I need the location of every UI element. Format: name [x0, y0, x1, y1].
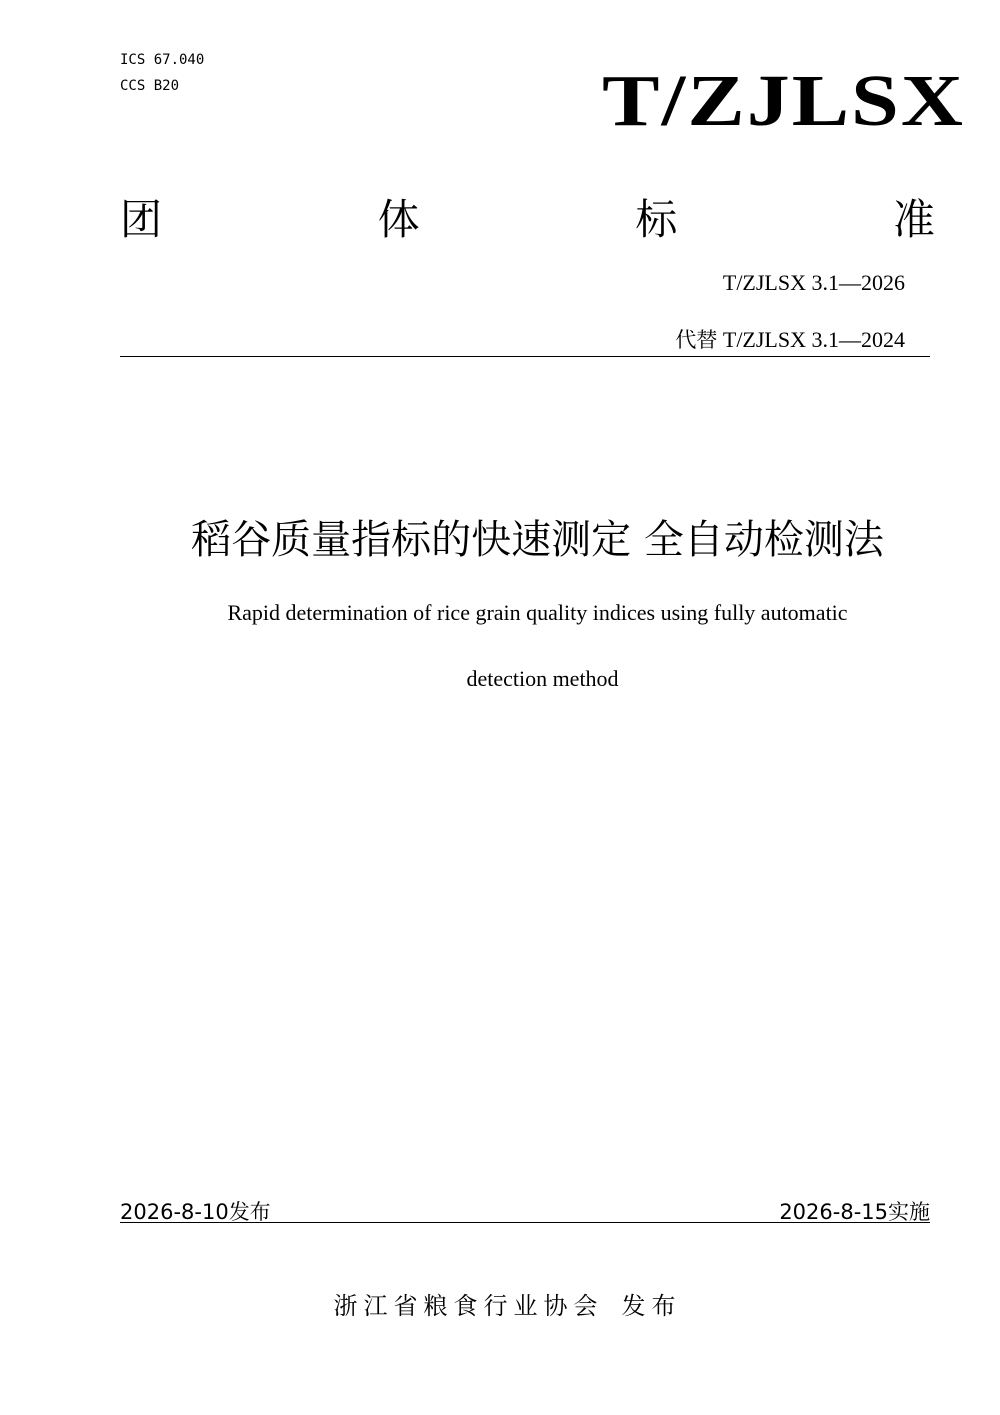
standard-code: T/ZJLSX 3.1—2026 — [722, 270, 905, 295]
standard-logo: T/ZJLSX — [602, 59, 965, 142]
title-english-line1: Rapid determination of rice grain quality indices using fully automatic — [227, 600, 848, 625]
publish-date: 2026-8-10 — [120, 1200, 229, 1224]
document-type-char: 标 — [635, 195, 678, 244]
replaces-line — [675, 324, 905, 354]
publish-label: 发布 — [228, 1200, 271, 1224]
publisher-action: 发布 — [621, 1292, 682, 1320]
document-type-char: 体 — [377, 195, 420, 244]
document-type — [120, 192, 935, 248]
publisher-line — [0, 1286, 1000, 1321]
footer-divider — [120, 1222, 930, 1223]
document-type-char: 准 — [892, 195, 935, 244]
header-divider — [120, 356, 930, 357]
ccs-code: CCS B20 — [120, 78, 180, 94]
title-chinese: 稻谷质量指标的快速测定 全自动检测法 — [191, 517, 884, 563]
title-english-line2: detection method — [466, 666, 619, 691]
ics-code: ICS 67.040 — [120, 52, 205, 68]
replaces-code: T/ZJLSX 3.1—2024 — [722, 327, 905, 352]
publisher-org: 浙江省粮食行业协会 — [333, 1292, 604, 1320]
document-type-char: 团 — [120, 195, 163, 244]
effective-date: 2026-8-15 — [779, 1200, 888, 1224]
replaces-prefix: 代替 — [675, 328, 718, 352]
effective-label: 实施 — [888, 1200, 930, 1224]
